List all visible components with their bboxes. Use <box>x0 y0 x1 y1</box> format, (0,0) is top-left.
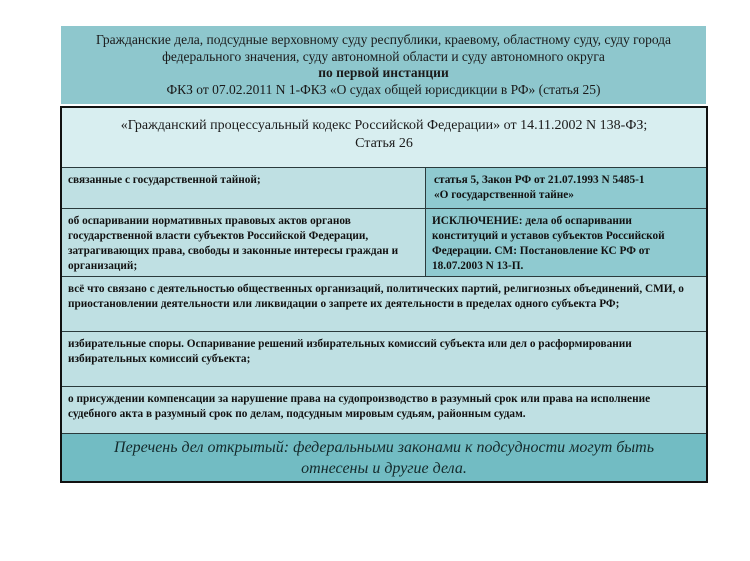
table-row <box>62 168 706 209</box>
table-title-line-1: «Гражданский процессуальный кодекс Российской Федерации» от 14.11.2002 N 138-ФЗ; <box>120 118 648 133</box>
right-cell-line-2: «О государственной тайне» <box>434 189 574 201</box>
table-title-line-2: Статья 26 <box>355 136 413 151</box>
footer-line-2: отнесены и другие дела. <box>301 460 467 477</box>
right-cell-line-1: статья 5, Закон РФ от 21.07.1993 N 5485-1 <box>434 174 645 186</box>
table-cell-full: о присуждении компенсации за нарушение права на судопроизводство в разумный срок или права на исполнение судебного акта в разумный срок по делам, подсудным мировым судьям, районным судам. <box>62 387 706 433</box>
table-row <box>62 387 706 434</box>
table-cell-left: связанные с государственной тайной; <box>62 168 426 208</box>
table-cell-full: избирательные споры. Оспаривание решений избирательных комиссий субъекта или дел о расформировании избирательных комиссий субъекта; <box>62 332 706 386</box>
header-line-4: ФКЗ от 07.02.2011 N 1-ФКЗ «О судах общей юрисдикции в РФ» (статья 25) <box>166 81 601 97</box>
header-line-3: по первой инстанции <box>318 65 449 80</box>
header-box <box>61 26 706 104</box>
table-footer-note <box>62 434 706 481</box>
table-row <box>62 209 706 277</box>
table-row <box>62 277 706 332</box>
header-line-2: федерального значения, суду автономной области и суду автономного округа <box>162 48 605 64</box>
table-row <box>62 332 706 387</box>
header-line-1: Гражданские дела, подсудные верховному суду республики, краевому, областному суду, суду города <box>95 32 672 47</box>
table-cell-right: ИСКЛЮЧЕНИЕ: дела об оспаривании конституций и уставов субъектов Российской Федерации. СМ: Постановление КС РФ от 18.07.2003 N 13-П. <box>426 209 706 276</box>
table-title-row <box>62 108 706 168</box>
footer-line-1: Перечень дел открытый: федеральными законами к подсудности могут быть <box>114 439 654 456</box>
jurisdiction-table <box>60 106 708 483</box>
table-cell-right <box>426 168 706 208</box>
table-cell-full: всё что связано с деятельностью общественных организаций, политических партий, религиозных объединений, СМИ, о приостановлении деятельности или ликвидации о запрете их деятельности в пределах одного субъекта РФ; <box>62 277 706 331</box>
table-cell-left: об оспаривании нормативных правовых актов органов государственной власти субъектов Российской Федерации, затрагивающих права, свободы и законные интересы граждан и организаций; <box>62 209 426 276</box>
